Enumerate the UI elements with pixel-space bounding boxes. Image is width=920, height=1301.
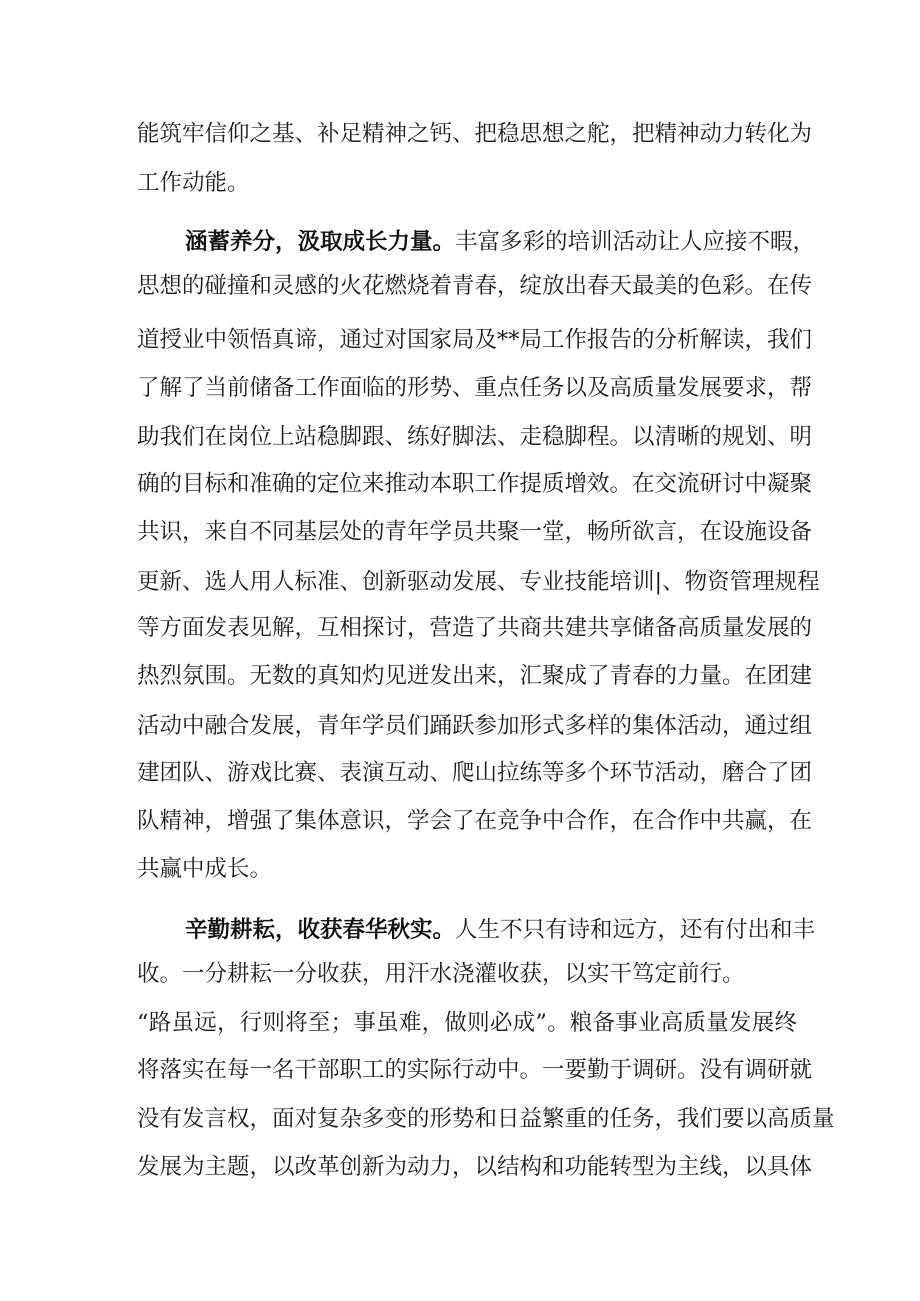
p3-heading: 辛勤耕耘，收获春华秋实。	[185, 917, 456, 943]
p2-line-12: 建团队、游戏比赛、表演互动、爬山拉练等多个环节活动，磨合了团	[137, 760, 813, 786]
p2-line-10: 热烈氛围。无数的真知灼见迸发出来，汇聚成了青春的力量。在团建	[137, 663, 813, 689]
p2-line-6: 确的目标和准确的定位来推动本职工作提质增效。在交流研讨中凝聚	[137, 471, 813, 497]
p3-line-1	[185, 910, 816, 950]
p2-line-13: 队精神，增强了集体意识，学会了在竞争中合作，在合作中共赢，在	[137, 808, 813, 834]
p3-line-3: “路虽远，行则将至；事虽难，做则必成”。粮备事业高质量发展终	[137, 1010, 797, 1036]
p2-line-9: 等方面发表见解，互相探讨，营造了共商共建共享储备高质量发展的	[137, 615, 813, 641]
p2-line-2: 思想的碰撞和灵感的火花燃烧着青春，绽放出春天最美的色彩。在传	[137, 273, 813, 299]
p2-line-3: 道授业中领悟真谛，通过对国家局及**局工作报告的分析解读，我们	[137, 327, 813, 353]
p2-line-7: 共识，来自不同基层处的青年学员共聚一堂，畅所欲言，在设施设备	[137, 519, 813, 545]
p2-line-8: 更新、选人用人标准、创新驱动发展、专业技能培训|、物资管理规程	[137, 569, 820, 595]
p2-heading: 涵蓄养分，汲取成长力量。	[185, 229, 456, 255]
p1-line-1: 能筑牢信仰之基、补足精神之钙、把稳思想之舵，把精神动力转化为	[137, 121, 813, 147]
p2-line-1	[185, 222, 816, 262]
p1-line-2: 工作动能。	[137, 170, 250, 196]
p3-line-5: 没有发言权，面对复杂多变的形势和日益繁重的任务，我们要以高质量	[137, 1106, 835, 1132]
p3-first-text: 人生不只有诗和远方，还有付出和丰	[455, 917, 816, 943]
p2-line-14: 共赢中成长。	[137, 856, 273, 882]
p3-line-2: 收。一分耕耘一分收获，用汗水浇灌收获，以实干笃定前行。	[137, 961, 745, 987]
p2-line-4: 了解了当前储备工作面临的形势、重点任务以及高质量发展要求，帮	[137, 375, 813, 401]
p2-line-5: 助我们在岗位上站稳脚跟、练好脚法、走稳脚程。以清晰的规划、明	[137, 424, 813, 450]
p2-first-text: 丰富多彩的培训活动让人应接不暇，	[455, 229, 816, 255]
p3-line-6: 发展为主题，以改革创新为动力，以结构和功能转型为主线，以具体	[137, 1154, 813, 1180]
p3-line-4: 将落实在每一名干部职工的实际行动中。一要勤于调研。没有调研就	[137, 1057, 813, 1083]
p2-line-11: 活动中融合发展，青年学员们踊跃参加形式多样的集体活动，通过组	[137, 713, 813, 739]
